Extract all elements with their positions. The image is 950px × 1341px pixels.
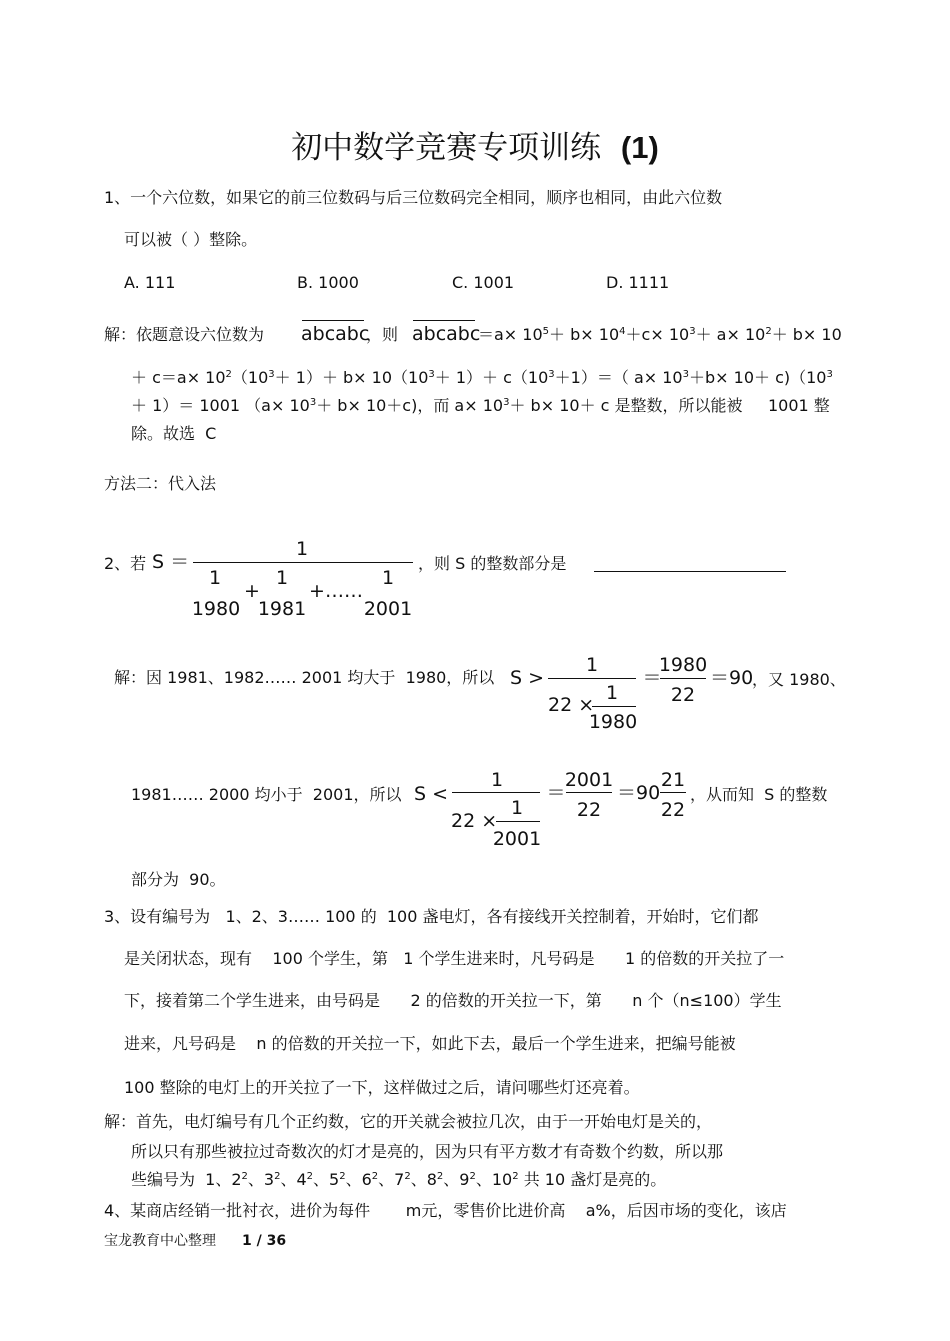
answer-blank xyxy=(594,571,786,572)
q2-g1-num: 1 xyxy=(490,769,504,791)
q1-then: ，则 xyxy=(366,325,399,344)
q2-f2-den: 22 xyxy=(670,684,696,706)
q3-line3: 下，接着第二个学生进来，由号码是 2 的倍数的开关拉一下，第 n 个（n≤100）学生 xyxy=(124,991,782,1010)
q1-abcabc-2: abcabc xyxy=(412,323,481,345)
q2-g2-den: 22 xyxy=(576,799,602,821)
q2-d3-num: 1 xyxy=(381,567,395,589)
q2-f2-num: 1980 xyxy=(658,654,708,676)
q2-eq90: ＝90 xyxy=(710,667,754,689)
q2-suffix: ，则 S 的整数部分是 xyxy=(418,554,567,573)
q3-sol1: 解：首先，电灯编号有几个正约数，它的开关就会被拉几次，由于一开始电灯是关的， xyxy=(104,1112,713,1131)
page-number: 1 / 36 xyxy=(242,1233,287,1249)
q2-f1-sub-den: 1980 xyxy=(588,711,638,733)
q1-option-a: A. 111 xyxy=(124,273,176,292)
q2-d2-den: 1981 xyxy=(257,598,307,620)
q1-option-b: B. 1000 xyxy=(297,273,359,292)
q2-sol3: 部分为 90。 xyxy=(131,870,226,889)
q1-expr-3: ＋ 1）＝ 1001 $(a\times 10^3+ b\times 10+c)$，而 $a\times 10^3+ b\times 10+ c$ 是整数，所以能被 1001 整 xyxy=(131,396,830,415)
fraction-bar xyxy=(592,706,636,707)
q1-line2: 可以被（ ）整除。 xyxy=(124,230,258,249)
fraction-bar xyxy=(548,678,636,679)
q2-g1-den: 22 × xyxy=(451,810,498,832)
q2-eq-2: ＝ xyxy=(546,782,566,804)
q3-line4: 进来，凡号码是 n 的倍数的开关拉一下，如此下去，最后一个学生进来，把编号能被 xyxy=(124,1034,736,1053)
fraction-bar xyxy=(660,792,686,793)
q2-g2-num: 2001 xyxy=(564,769,614,791)
page-title: 初中数学竞赛专项训练 (1) xyxy=(291,130,659,166)
q2-sol1: 解：因 1981、1982…… 2001 均大于 1980，所以 xyxy=(114,668,495,687)
fraction-bar xyxy=(566,792,612,793)
q2-sol1-end: ，又 1980、 xyxy=(752,670,846,689)
q3-line2: 是关闭状态，现有 100 个学生，第 1 个学生进来时，凡号码是 1 的倍数的开关拉了一 xyxy=(124,949,785,968)
q2-numerator: 1 xyxy=(295,538,309,560)
overline xyxy=(302,320,364,321)
q3-line1: 3、设有编号为 1、2、3…… 100 的 100 盏电灯，各有接线开关控制着，开始时，它们都 xyxy=(104,907,759,926)
q1-expr-2: ＋ $c=a\times 10^2(10^3+ 1)+ b\times 10(10^3+ 1)+ c(10^3+1)=$（ $a\times 10^3+b\times 10+ c)(10^3$ xyxy=(131,368,833,387)
q2-f1-num: 1 xyxy=(585,654,599,676)
q3-line5: 100 整除的电灯上的开关拉了一下，这样做过之后，请问哪些灯还亮着。 xyxy=(124,1078,640,1097)
q2-plus: + xyxy=(244,580,260,602)
q2-d1-num: 1 xyxy=(208,567,222,589)
q2-eq: ＝ xyxy=(642,667,662,689)
fraction-bar xyxy=(496,821,540,822)
fraction-bar xyxy=(193,562,413,563)
q1-abcabc-1: abcabc xyxy=(301,323,370,345)
q2-dots: +…… xyxy=(309,580,363,602)
q2-s-gt: S > xyxy=(510,667,545,689)
q2-g1-sub-den: 2001 xyxy=(492,828,542,850)
q2-g3-den: 22 xyxy=(660,799,686,821)
footer-org: 宝龙教育中心整理 xyxy=(104,1233,216,1249)
q3-sol3: 些编号为 1、$2^2$、$3^2$、$4^2$、$5^2$、$6^2$、$7^2$、$8^2$、$9^2$、$10^2$ 共 10 盏灯是亮的。 xyxy=(131,1170,667,1189)
q1-expr-1: $=a\times 10^5+ b\times 10^4+c\times 10^3+ a\times 10^2+ b\times 10$ xyxy=(478,325,842,344)
overline xyxy=(413,320,475,321)
q2-d3-den: 2001 xyxy=(363,598,413,620)
q2-d1-den: 1980 xyxy=(191,598,241,620)
q2-g3-num: 21 xyxy=(660,769,686,791)
q1-expr-4: 除。故选 C xyxy=(131,424,217,443)
q1-line1: 1、一个六位数，如果它的前三位数码与后三位数码完全相同，顺序也相同，由此六位数 xyxy=(104,188,723,207)
q1-method2: 方法二：代入法 xyxy=(104,474,217,493)
q2-eq90b: ＝90 xyxy=(617,782,661,804)
q2-f1-den: 22 × xyxy=(548,694,595,716)
fraction-bar xyxy=(452,792,540,793)
q2-prefix: 2、若 xyxy=(104,554,147,573)
q2-s-eq: S ＝ xyxy=(152,551,190,573)
q1-option-d: D. 1111 xyxy=(606,273,670,292)
q2-g1-sub-num: 1 xyxy=(510,797,524,819)
q2-d2-num: 1 xyxy=(275,567,289,589)
q2-sol2: 1981…… 2000 均小于 2001，所以 xyxy=(131,785,402,804)
q2-s-lt: S < xyxy=(414,783,449,805)
page-footer xyxy=(104,1230,286,1250)
q1-option-c: C. 1001 xyxy=(452,273,515,292)
fraction-bar xyxy=(660,678,706,679)
q3-sol2: 所以只有那些被拉过奇数次的灯才是亮的，因为只有平方数才有奇数个约数，所以那 xyxy=(131,1142,724,1161)
q2-f1-sub-num: 1 xyxy=(605,682,619,704)
q2-sol2-end: ，从而知 S 的整数 xyxy=(690,785,828,804)
q4-line1: 4、某商店经销一批衬衣，进价为每件 m元，零售价比进价高 a%，后因市场的变化，该店 xyxy=(104,1201,787,1220)
q1-solution-prefix: 解：依题意设六位数为 xyxy=(104,325,265,344)
